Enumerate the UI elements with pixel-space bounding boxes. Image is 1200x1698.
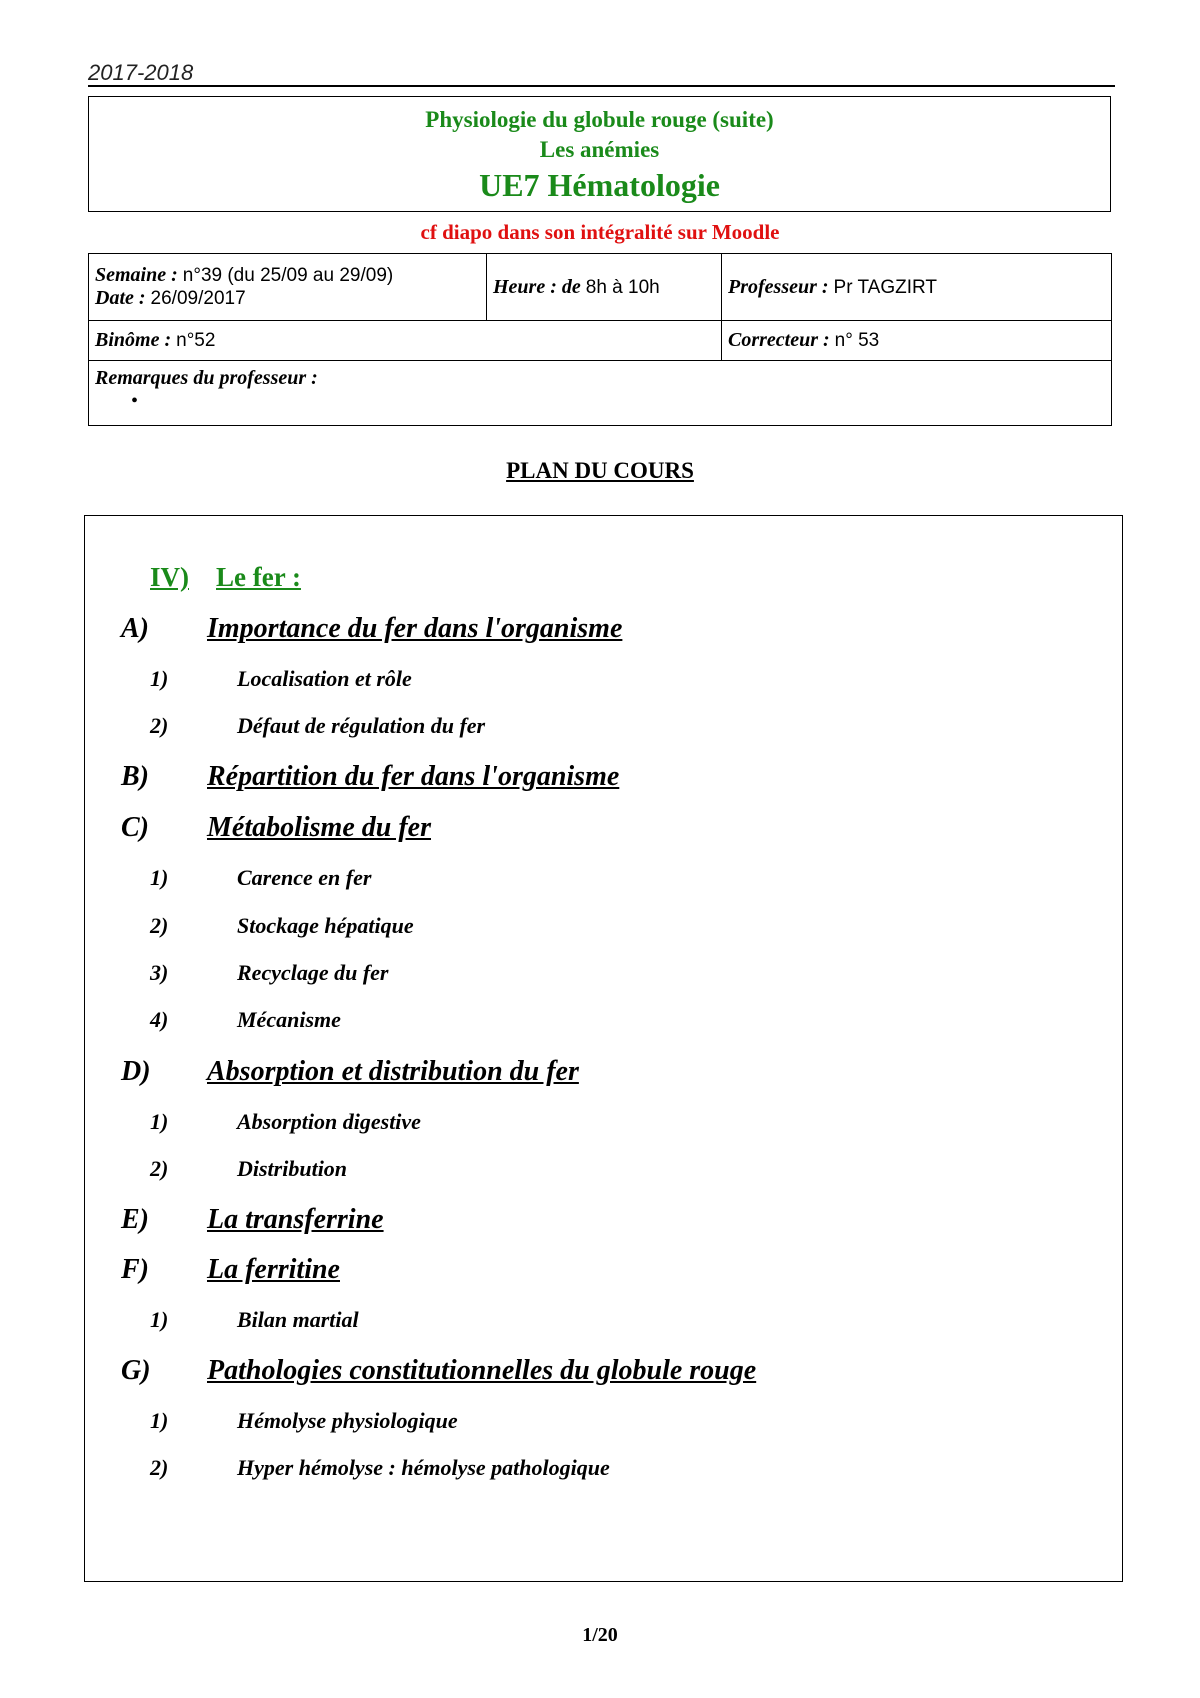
outline-text: Localisation et rôle	[237, 666, 412, 691]
moodle-note: cf diapo dans son intégralité sur Moodle	[420, 220, 780, 244]
outline-mark: C)	[121, 812, 149, 843]
outline-mark: 1)	[150, 666, 169, 691]
hour-label: Heure : de	[493, 275, 581, 298]
outline-text: Mécanisme	[237, 1007, 341, 1032]
outline-mark: 1)	[150, 865, 169, 890]
outline-text: Absorption et distribution du fer	[207, 1056, 579, 1087]
outline-mark: F)	[121, 1254, 149, 1285]
date-value: 26/09/2017	[150, 288, 246, 309]
hour-cell	[487, 254, 722, 321]
course-outline	[84, 515, 1123, 1582]
outline-mark: D)	[121, 1056, 151, 1087]
professor-cell	[722, 254, 1112, 321]
outline-text: Stockage hépatique	[237, 913, 414, 938]
plan-title: PLAN DU COURS	[506, 458, 694, 483]
outline-section	[150, 562, 301, 593]
outline-text: Carence en fer	[237, 865, 372, 890]
outline-text: Distribution	[237, 1156, 348, 1181]
outline-text: Métabolisme du fer	[207, 812, 431, 843]
outline-text: Pathologies constitutionnelles du globule rouge	[207, 1355, 757, 1386]
course-unit: UE7 Hématologie	[479, 167, 720, 203]
section-text: Le fer :	[216, 562, 301, 592]
week-value: n°39 (du 25/09 au 29/09)	[182, 265, 394, 286]
remarks-bullet: •	[131, 390, 139, 412]
outline-text: Recyclage du fer	[237, 960, 389, 985]
corrector-cell	[722, 321, 1112, 361]
academic-year: 2017-2018	[88, 60, 194, 85]
outline-mark: 1)	[150, 1307, 169, 1332]
professor-label: Professeur :	[728, 275, 829, 298]
outline-mark: 1)	[150, 1109, 169, 1134]
corrector-value: n° 53	[834, 330, 880, 351]
binome-cell	[89, 321, 722, 361]
outline-text: Hémolyse physiologique	[237, 1408, 458, 1433]
corrector-label: Correcteur :	[728, 329, 830, 351]
professor-value: Pr TAGZIRT	[833, 276, 937, 298]
outline-mark: 2)	[150, 713, 169, 738]
outline-mark: B)	[121, 761, 149, 792]
info-table	[88, 253, 1112, 426]
outline-mark: 3)	[150, 960, 169, 985]
outline-mark: 2)	[150, 1455, 169, 1480]
outline-text: Hyper hémolyse : hémolyse pathologique	[237, 1455, 610, 1480]
outline-mark: 2)	[150, 913, 169, 938]
date-label: Date :	[95, 287, 146, 309]
week-date-cell	[89, 254, 487, 321]
week-label: Semaine :	[95, 264, 178, 286]
remarks-label: Remarques du professeur :	[95, 367, 318, 389]
outline-mark: A)	[121, 613, 149, 644]
header-rule	[88, 85, 1115, 87]
course-title: Physiologie du globule rouge (suite)	[425, 107, 774, 132]
outline-text: La ferritine	[207, 1254, 340, 1285]
outline-text: Répartition du fer dans l'organisme	[207, 761, 620, 792]
section-mark: IV)	[150, 562, 189, 592]
outline-mark: 1)	[150, 1408, 169, 1433]
binome-value: n°52	[176, 330, 216, 351]
outline-text: Importance du fer dans l'organisme	[207, 613, 623, 644]
outline-mark: 4)	[150, 1007, 169, 1032]
binome-label: Binôme :	[95, 329, 172, 351]
outline-text: Bilan martial	[237, 1307, 359, 1332]
outline-mark: G)	[121, 1355, 151, 1386]
outline-mark: E)	[121, 1204, 149, 1235]
outline-mark: 2)	[150, 1156, 169, 1181]
hour-value: 8h à 10h	[585, 276, 660, 298]
page-number: 1/20	[582, 1624, 618, 1646]
remarks-cell	[89, 361, 1112, 426]
title-box	[88, 96, 1111, 212]
outline-text: La transferrine	[207, 1204, 384, 1235]
outline-text: Absorption digestive	[237, 1109, 421, 1134]
outline-text: Défaut de régulation du fer	[237, 713, 486, 738]
course-subtitle: Les anémies	[539, 137, 660, 162]
